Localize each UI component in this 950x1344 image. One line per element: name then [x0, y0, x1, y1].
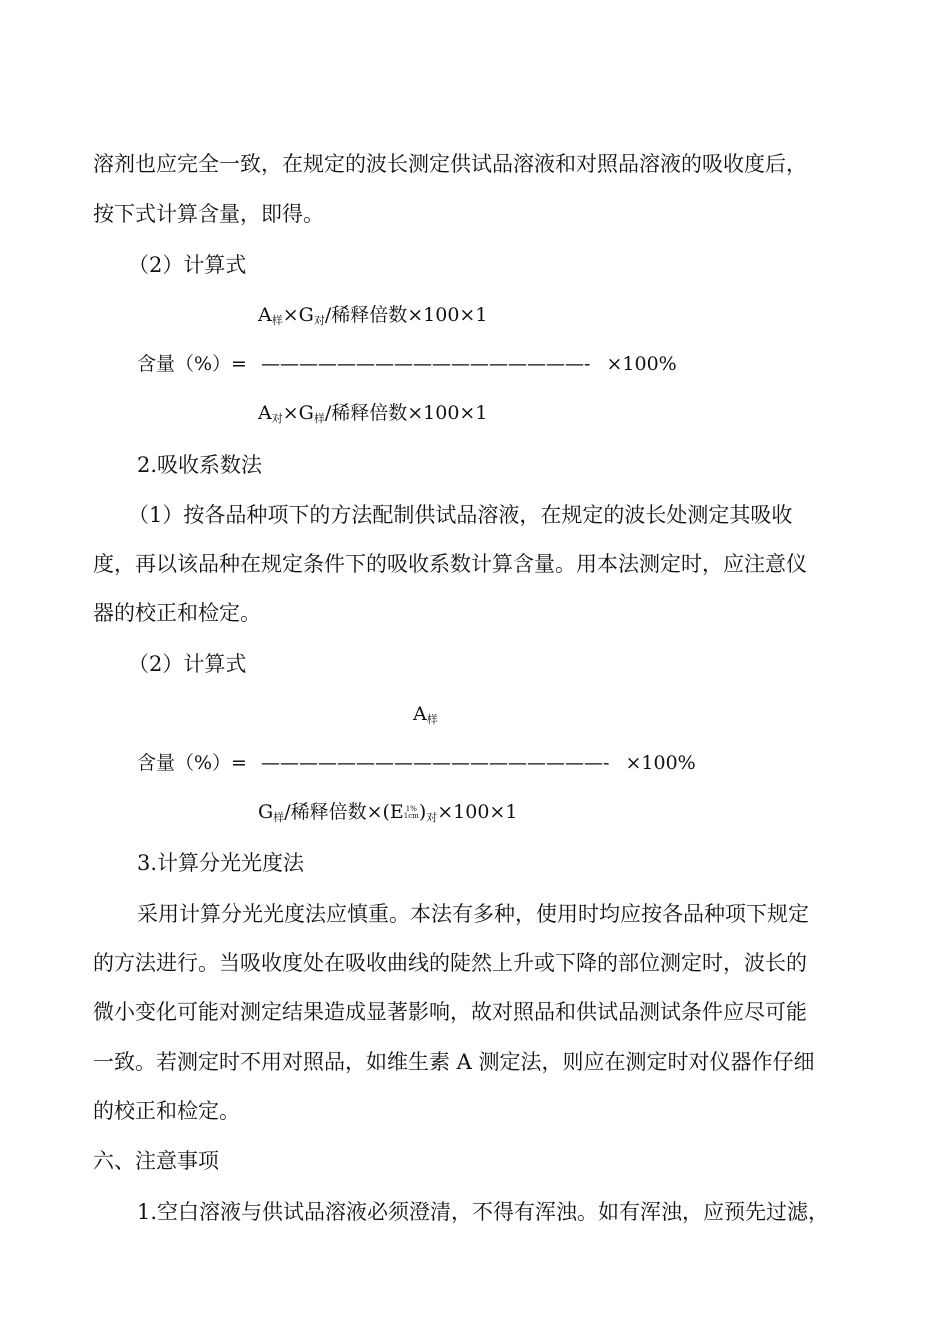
paragraph-line: 采用计算分光光度法应慎重。本法有多种，使用时均应按各品种项下规定: [137, 902, 809, 926]
paragraph-line: 一致。若测定时不用对照品，如维生素 A 测定法，则应在测定时对仪器作仔细: [93, 1050, 815, 1074]
formula1-denominator: $A_对\times G_样/$稀释倍数×100×1: [258, 402, 488, 425]
subheading: （2）计算式: [128, 253, 247, 277]
subheading: （2）计算式: [128, 652, 247, 676]
formula-label: 含量（%）=: [137, 752, 247, 774]
paragraph-line: 器的校正和检定。: [93, 601, 261, 625]
paragraph-line: 的方法进行。当吸收度处在吸收曲线的陡然上升或下降的部位测定时，波长的: [93, 951, 807, 975]
formula2-numerator: $A_样$: [413, 703, 438, 726]
formula1-line: [137, 351, 677, 377]
formula-label: 含量（%）=: [137, 353, 247, 375]
paragraph-line: 度，再以该品种在规定条件下的吸收系数计算含量。用本法测定时，应注意仪: [93, 552, 807, 576]
fraction-bar: —————————————————-: [261, 353, 591, 375]
section-heading: 2.吸收系数法: [137, 453, 263, 477]
paragraph-line: 溶剂也应完全一致，在规定的波长测定供试品溶液和对照品溶液的吸收度后，: [93, 152, 807, 176]
paragraph-line: 微小变化可能对测定结果造成显著影响，故对照品和供试品测试条件应尽可能: [93, 1000, 807, 1024]
section-heading: 六、注意事项: [93, 1149, 219, 1173]
formula-factor: ×100%: [625, 752, 696, 774]
formula-factor: ×100%: [606, 353, 677, 375]
paragraph-line: 1.空白溶液与供试品溶液必须澄清，不得有浑浊。如有浑浊，应预先过滤，: [137, 1200, 830, 1224]
paragraph-line: （1）按各品种项下的方法配制供试品溶液，在规定的波长处测定其吸收: [128, 503, 793, 527]
paragraph-line: 的校正和检定。: [93, 1099, 240, 1123]
formula2-denominator: $G_样/$稀释倍数×(E 1% $1cm)_对\times 100\times 1$: [258, 801, 518, 824]
paragraph-line: 按下式计算含量，即得。: [93, 202, 324, 226]
formula2-line: [137, 750, 696, 776]
formula1-numerator: $A_样\times G_对/$稀释倍数×100×1: [258, 304, 488, 327]
fraction-bar: ——————————————————-: [261, 752, 610, 774]
section-heading: 3.计算分光光度法: [137, 851, 305, 875]
